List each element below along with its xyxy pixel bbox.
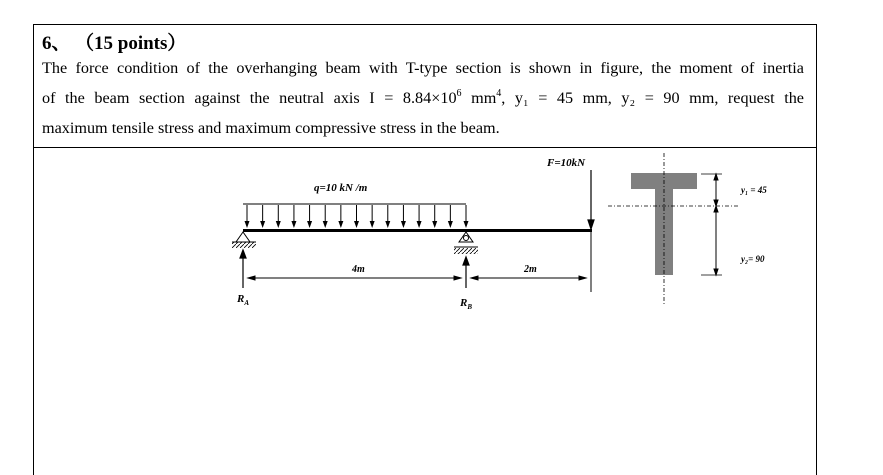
line-2-text: of the beam section against the neutral axis I = 8.84×10 (42, 89, 457, 107)
reaction-a-letter: R (237, 293, 245, 305)
reaction-b-label (459, 297, 472, 311)
exponent-4: 4 (496, 88, 502, 99)
load-arrowhead (260, 221, 265, 228)
beam (243, 229, 592, 232)
line-2-unit: mm (461, 89, 497, 107)
span-ab-label: 4m (352, 264, 365, 275)
overhang-label: 2m (524, 264, 537, 275)
load-arrowhead (307, 221, 312, 228)
reaction-b-subscript: B (467, 303, 473, 311)
reaction-a-label (236, 293, 249, 307)
load-arrowhead (245, 221, 250, 228)
load-arrowhead (370, 221, 375, 228)
load-label: q=10 kN /m (314, 182, 368, 194)
load-arrowhead (448, 221, 453, 228)
reaction-b-arrowhead (463, 257, 469, 265)
load-arrowhead (385, 221, 390, 228)
load-arrow-group (245, 205, 469, 228)
support-a (232, 232, 256, 248)
force-label: F=10kN (547, 157, 586, 169)
support-b (454, 232, 478, 254)
line-2-rest: , y₁ = 45 mm, y₂ = 90 mm, request the (501, 89, 804, 107)
line-1-text: The force condition of the overhanging beam with T-type section is shown in figure, the moment of inertia (42, 59, 804, 77)
reaction-a-subscript: A (244, 299, 250, 307)
load-arrowhead (323, 221, 328, 228)
load-arrowhead (338, 221, 343, 228)
y1-label: y₁ = 45 (741, 185, 767, 195)
t-section (608, 153, 738, 305)
dimension-lines (248, 276, 586, 280)
load-arrowhead (401, 221, 406, 228)
load-arrowhead (432, 221, 437, 228)
exponent-6: 6 (456, 88, 462, 99)
reaction-a-arrowhead (240, 250, 246, 258)
load-arrowhead (354, 221, 359, 228)
load-arrowhead (464, 221, 469, 228)
load-arrowhead (291, 221, 296, 228)
y2-label: y₂= 90 (741, 254, 765, 264)
line-3-text: maximum tensile stress and maximum compressive stress in the beam. (42, 119, 500, 137)
load-arrowhead (417, 221, 422, 228)
reaction-b-letter: R (460, 297, 468, 309)
question-points: （15 points） (84, 33, 187, 54)
load-arrowhead (276, 221, 281, 228)
question-number: 6、 (42, 33, 71, 54)
